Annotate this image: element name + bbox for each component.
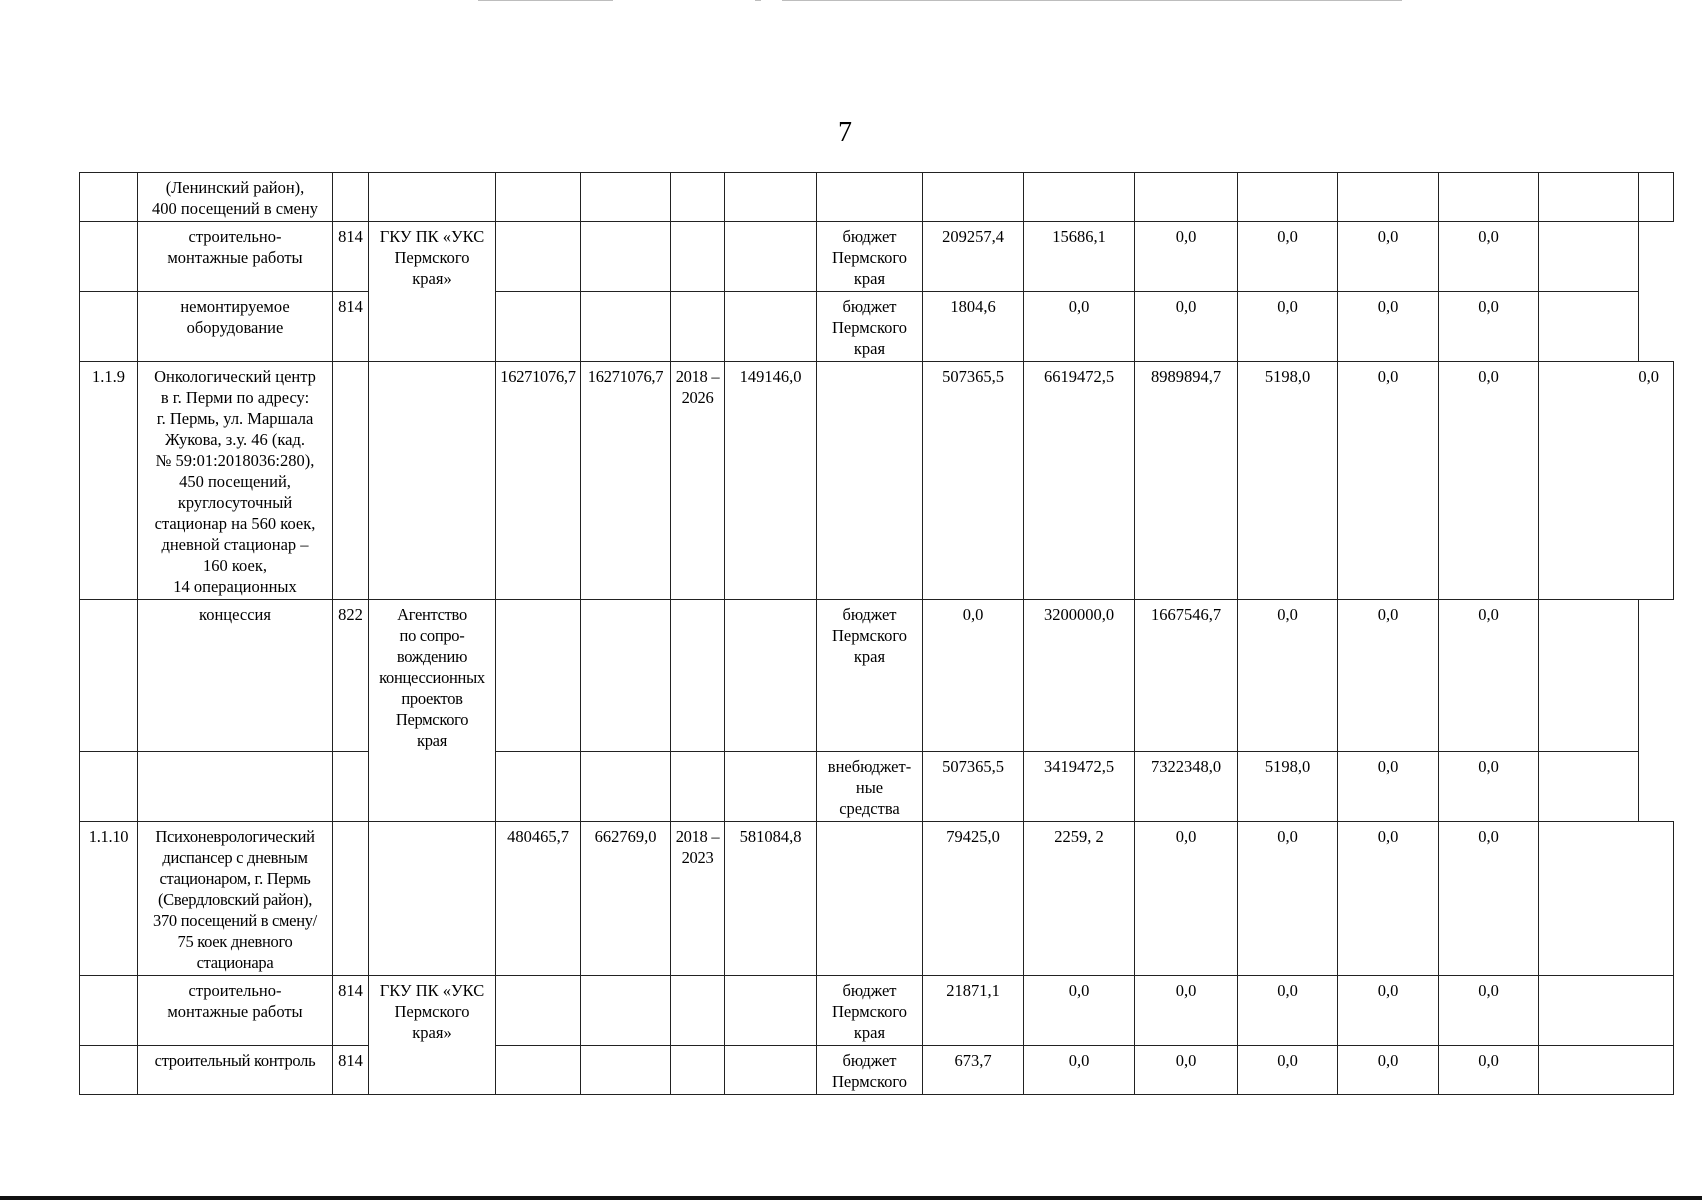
value-cell: 2259, 2 bbox=[1024, 822, 1135, 976]
cost-cell: 16271076,7 bbox=[496, 362, 581, 600]
object-name-cell: Психоневрологический диспансер с дневным стационаром, г. Пермь (Свердловский район), 370 посещений в смену/ 75 коек дневного стационара bbox=[138, 822, 333, 976]
object-name-cell: Онкологический центр в г. Перми по адресу: г. Пермь, ул. Маршала Жукова, з.у. 46 (кад. № 59:01:2018036:280), 450 посещений, круглосуточный стационар на 560 коек, дневной стационар – 160 коек, 14 операционных bbox=[138, 362, 333, 600]
value-cell: 0,0 bbox=[1338, 976, 1439, 1046]
table-cell bbox=[333, 752, 369, 822]
value-cell: 0,0 bbox=[1338, 292, 1439, 362]
value-cell: 5198,0 bbox=[1238, 362, 1338, 600]
table-cell bbox=[496, 292, 581, 362]
table-row bbox=[80, 976, 1674, 1046]
executor-cell: ГКУ ПК «УКС Пермского края» bbox=[369, 976, 496, 1095]
table-cell bbox=[671, 1046, 725, 1095]
table-cell bbox=[80, 1046, 138, 1095]
value-cell: 0,0 bbox=[1135, 976, 1238, 1046]
code-cell: 814 bbox=[333, 976, 369, 1046]
value-cell: 0,0 bbox=[1338, 1046, 1439, 1095]
table-cell bbox=[333, 173, 369, 222]
funding-source-cell bbox=[817, 362, 923, 600]
code-cell: 814 bbox=[333, 292, 369, 362]
value-cell: 0,0 bbox=[1338, 600, 1439, 752]
value-cell: 1804,6 bbox=[923, 292, 1024, 362]
table-cell bbox=[725, 292, 817, 362]
table-cell bbox=[671, 752, 725, 822]
table-cell bbox=[671, 600, 725, 752]
table-cell bbox=[1539, 1046, 1674, 1095]
value-cell: 149146,0 bbox=[725, 362, 817, 600]
funding-source-cell bbox=[817, 822, 923, 976]
value-cell: 0,0 bbox=[1439, 752, 1539, 822]
value-cell: 6619472,5 bbox=[1024, 362, 1135, 600]
table-cell bbox=[725, 600, 817, 752]
cost-cell: 16271076,7 bbox=[581, 362, 671, 600]
value-cell: 209257,4 bbox=[923, 222, 1024, 292]
table-cell bbox=[1024, 173, 1135, 222]
table-cell bbox=[80, 752, 138, 822]
item-number-cell: 1.1.10 bbox=[80, 822, 138, 976]
value-cell: 0,0 bbox=[1135, 822, 1238, 976]
item-number-cell: 1.1.9 bbox=[80, 362, 138, 600]
period-cell: 2018 – 2026 bbox=[671, 362, 725, 600]
value-cell: 0,0 bbox=[1135, 1046, 1238, 1095]
table-cell bbox=[725, 976, 817, 1046]
table-row bbox=[80, 1046, 1674, 1095]
funding-source-cell: бюджет Пермского края bbox=[817, 976, 923, 1046]
object-name-cell: строительно- монтажные работы bbox=[138, 976, 333, 1046]
object-name-cell: строительно- монтажные работы bbox=[138, 222, 333, 292]
table-cell bbox=[725, 173, 817, 222]
value-cell: 0,0 bbox=[1135, 292, 1238, 362]
table-cell bbox=[138, 752, 333, 822]
table-row bbox=[80, 362, 1674, 600]
page-number: 7 bbox=[838, 117, 852, 148]
value-cell: 0,0 bbox=[1338, 752, 1439, 822]
table-cell bbox=[496, 752, 581, 822]
table-cell bbox=[725, 752, 817, 822]
table-cell bbox=[1539, 222, 1639, 292]
value-cell: 1667546,7 bbox=[1135, 600, 1238, 752]
table-cell bbox=[725, 1046, 817, 1095]
table-cell bbox=[369, 362, 496, 600]
value-cell: 0,0 bbox=[1338, 362, 1439, 600]
table-cell bbox=[923, 173, 1024, 222]
table-cell bbox=[671, 222, 725, 292]
object-name-cell: немонтируемое оборудование bbox=[138, 292, 333, 362]
table-cell bbox=[1539, 752, 1639, 822]
value-cell: 0,0 bbox=[1238, 600, 1338, 752]
table-cell bbox=[671, 976, 725, 1046]
value-cell: 3200000,0 bbox=[1024, 600, 1135, 752]
value-cell: 0,0 bbox=[1439, 292, 1539, 362]
executor-cell: Агентство по сопро- вождению концессионных проектов Пермского края bbox=[369, 600, 496, 822]
value-cell: 15686,1 bbox=[1024, 222, 1135, 292]
table-row bbox=[80, 752, 1674, 822]
table-cell bbox=[581, 600, 671, 752]
table-cell bbox=[80, 292, 138, 362]
value-cell: 7322348,0 bbox=[1135, 752, 1238, 822]
funding-source-cell: внебюджет- ные средства bbox=[817, 752, 923, 822]
table-cell bbox=[496, 222, 581, 292]
cost-cell: 480465,7 bbox=[496, 822, 581, 976]
value-cell: 79425,0 bbox=[923, 822, 1024, 976]
table-row bbox=[80, 292, 1674, 362]
value-cell: 0,0 bbox=[1439, 1046, 1539, 1095]
code-cell: 814 bbox=[333, 222, 369, 292]
table-cell bbox=[671, 173, 725, 222]
table-cell bbox=[1539, 292, 1639, 362]
code-cell: 822 bbox=[333, 600, 369, 752]
value-cell: 507365,5 bbox=[923, 752, 1024, 822]
table-cell bbox=[671, 292, 725, 362]
table-cell bbox=[581, 173, 671, 222]
value-cell: 8989894,7 bbox=[1135, 362, 1238, 600]
value-cell: 5198,0 bbox=[1238, 752, 1338, 822]
value-cell: 21871,1 bbox=[923, 976, 1024, 1046]
table-cell bbox=[80, 976, 138, 1046]
table-cell bbox=[1238, 173, 1338, 222]
value-cell: 0,0 bbox=[1024, 976, 1135, 1046]
value-cell: 0,0 bbox=[1238, 822, 1338, 976]
table-cell bbox=[1135, 173, 1238, 222]
table-cell bbox=[333, 362, 369, 600]
value-cell: 0,0 bbox=[1439, 362, 1539, 600]
table-cell bbox=[817, 173, 923, 222]
table-cell bbox=[581, 1046, 671, 1095]
table-cell bbox=[1539, 600, 1639, 752]
value-cell: 0,0 bbox=[1439, 976, 1539, 1046]
scan-bottom-edge bbox=[0, 1196, 1702, 1200]
value-cell: 581084,8 bbox=[725, 822, 817, 976]
funding-source-cell: бюджет Пермского края bbox=[817, 292, 923, 362]
table-cell bbox=[80, 600, 138, 752]
table-cell bbox=[369, 822, 496, 976]
table-row bbox=[80, 822, 1674, 976]
value-cell: 0,0 bbox=[1238, 222, 1338, 292]
funding-source-cell: бюджет Пермского края bbox=[817, 222, 923, 292]
funding-source-cell: бюджет Пермского bbox=[817, 1046, 923, 1095]
value-cell: 0,0 bbox=[1539, 362, 1674, 600]
top-edge-line bbox=[478, 0, 613, 1]
period-cell: 2018 – 2023 bbox=[671, 822, 725, 976]
value-cell: 0,0 bbox=[1338, 822, 1439, 976]
table-row bbox=[80, 222, 1674, 292]
cost-cell: 662769,0 bbox=[581, 822, 671, 976]
value-cell: 0,0 bbox=[1135, 222, 1238, 292]
table-row bbox=[80, 173, 1674, 222]
executor-cell: ГКУ ПК «УКС Пермского края» bbox=[369, 222, 496, 362]
table-cell bbox=[369, 173, 496, 222]
table-cell bbox=[1338, 173, 1439, 222]
funding-source-cell: бюджет Пермского края bbox=[817, 600, 923, 752]
table-cell bbox=[1539, 976, 1674, 1046]
object-name-cell: концессия bbox=[138, 600, 333, 752]
budget-table bbox=[79, 172, 1674, 1095]
table-cell bbox=[80, 222, 138, 292]
table-cell bbox=[581, 222, 671, 292]
table-cell bbox=[1539, 173, 1639, 222]
value-cell: 0,0 bbox=[1439, 222, 1539, 292]
table-row bbox=[80, 600, 1674, 752]
object-name-cell: (Ленинский район), 400 посещений в смену bbox=[138, 173, 333, 222]
top-edge-line bbox=[755, 0, 761, 1]
value-cell: 0,0 bbox=[1338, 222, 1439, 292]
value-cell: 0,0 bbox=[923, 600, 1024, 752]
table-cell bbox=[1439, 173, 1539, 222]
table-cell bbox=[581, 976, 671, 1046]
value-cell: 507365,5 bbox=[923, 362, 1024, 600]
value-cell: 0,0 bbox=[1024, 292, 1135, 362]
value-cell: 0,0 bbox=[1024, 1046, 1135, 1095]
table-cell bbox=[1539, 822, 1674, 976]
table-cell bbox=[333, 822, 369, 976]
table-cell bbox=[496, 1046, 581, 1095]
table-cell bbox=[581, 292, 671, 362]
value-cell: 3419472,5 bbox=[1024, 752, 1135, 822]
table-cell bbox=[496, 976, 581, 1046]
value-cell: 0,0 bbox=[1439, 822, 1539, 976]
table-cell bbox=[1639, 173, 1674, 222]
value-cell: 0,0 bbox=[1238, 1046, 1338, 1095]
value-cell: 0,0 bbox=[1238, 292, 1338, 362]
value-cell: 0,0 bbox=[1238, 976, 1338, 1046]
top-edge-line bbox=[782, 0, 1402, 1]
table-cell bbox=[80, 173, 138, 222]
table-cell bbox=[496, 600, 581, 752]
table-cell bbox=[725, 222, 817, 292]
table-cell bbox=[496, 173, 581, 222]
code-cell: 814 bbox=[333, 1046, 369, 1095]
table-cell bbox=[581, 752, 671, 822]
object-name-cell: строительный контроль bbox=[138, 1046, 333, 1095]
value-cell: 673,7 bbox=[923, 1046, 1024, 1095]
value-cell: 0,0 bbox=[1439, 600, 1539, 752]
